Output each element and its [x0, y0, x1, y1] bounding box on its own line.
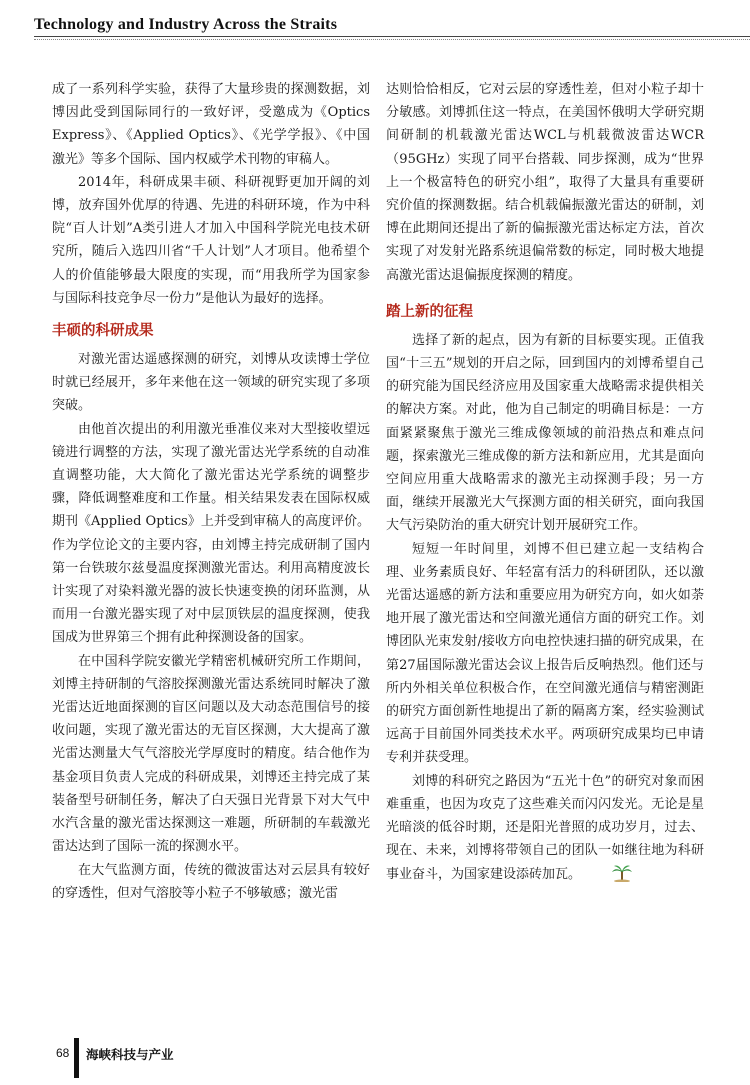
- page-footer: [34, 1038, 334, 1078]
- paragraph: 达则恰恰相反，它对云层的穿透性差，但对小粒子却十分敏感。刘博抓住这一特点，在美国怀俄明大学研究期间研制的机载激光雷达WCL与机载微波雷达WCR（95GHz）实现了同平台搭载、同步探测，成为“世界上一个极富特色的研究小组”，取得了大量具有重要研究价值的探测数据。结合机载偏振激光雷达的研制，刘博在此期间还提出了新的偏振激光雷达标定方法，首次实现了对发射光路系统退偏常数的标定，同时极大地提高激光雷达退偏振度探测的精度。: [386, 82, 704, 283]
- paragraph: 短短一年时间里，刘博不但已建立起一支结构合理、业务素质良好、年轻富有活力的科研团队，还以激光雷达遥感的新方法和重要应用为研究方向，如火如荼地开展了激光雷达和空间激光通信方面的研究工作。刘博团队光束发射/接收方向电控快速扫描的研究成果，在第27届国际激光雷达会议上报告后反响热烈。他们还与所内外相关单位积极合作，在空间激光通信与精密测距的研究方面创新性地提出了新的隔离方案，经实验测试远高于目前国外同类技术水平。两项研究成果均已申请专利并获受理。: [386, 541, 704, 766]
- paragraph: 在大气监测方面，传统的微波雷达对云层具有较好的穿透性，但对气溶胶等小粒子不够敏感；激光雷: [52, 862, 370, 901]
- palm-tree-icon: [585, 864, 607, 882]
- page-header: [34, 14, 750, 36]
- paragraph: [386, 770, 704, 886]
- page-number: 68: [56, 1046, 70, 1060]
- journal-title-header: Technology and Industry Across the Straits: [34, 16, 338, 33]
- footer-bar: [74, 1038, 79, 1078]
- left-column: [52, 78, 370, 905]
- journal-name: 海峡科技与产业: [86, 1047, 174, 1062]
- header-dotted-rule: [34, 39, 750, 41]
- paragraph: 对激光雷达遥感探测的研究，刘博从攻读博士学位时就已经展开，多年来他在这一领域的研究实现了多项突破。: [52, 352, 370, 414]
- paragraph: 由他首次提出的利用激光垂准仪来对大型接收望远镜进行调整的方法，实现了激光雷达光学系统的自动准直调整功能，大大简化了激光雷达光学系统的调整步骤，降低调整难度和工作量。相关结果发表在国际权威期刊《Applied Optics》上并受到审稿人的高度评价。作为学位论文的主要内容，由刘博主持完成研制了国内第一台铁玻尔兹曼温度探测激光雷达。利用高精度波长计实现了对染料激光器的波长快速变换的闭环监测，从而用一台激光器实现了对中层顶铁层的温度探测，使我国成为世界第三个拥有此种探测设备的国家。: [52, 421, 370, 646]
- section-heading: 丰硕的科研成果: [52, 323, 154, 340]
- paragraph: 成了一系列科学实验，获得了大量珍贵的探测数据，刘博因此受到国际同行的一致好评，受邀成为《Optics Express》、《Applied Optics》、《光学学报》、《中国激光》等多个国际、国内权威学术刊物的审稿人。: [52, 82, 370, 167]
- header-rule: [34, 36, 750, 37]
- paragraph-text: 刘博的科研究之路因为“五光十色”的研究对象而困难重重，也因为攻克了这些难关而闪闪发光。无论是星光暗淡的低谷时期，还是阳光普照的成功岁月，过去、现在、未来，刘博将带领自己的团队一如继往地为科研事业奋斗，为国家建设添砖加瓦。: [386, 773, 704, 882]
- paragraph: 2014年，科研成果丰硕、科研视野更加开阔的刘博，放弃国外优厚的待遇、先进的科研环境，作为中科院“百人计划”A类引进人才加入中国科学院光电技术研究所，随后入选四川省“千人计划”人才项目。他希望个人的价值能够最大限度的实现，而“用我所学为国家参与国际科技竞争尽一份力”是他认为最好的选择。: [52, 174, 370, 306]
- paragraph: 选择了新的起点，因为有新的目标要实现。正值我国“十三五”规划的开启之际，回到国内的刘博希望自己的研究能为国民经济应用及国家重大战略需求提供相关的解决方案。对此，他为自己制定的明确目标是：一方面紧紧聚焦于激光三维成像领域的前沿热点和难点问题，探索激光三维成像的新方法和新应用，尤其是面向空间应用重大战略需求的激光主动探测手段；另一方面，继续开展激光大气探测方面的相关研究，面向我国大气污染防治的重大研究计划开展研究工作。: [386, 332, 704, 534]
- paragraph: 在中国科学院安徽光学精密机械研究所工作期间，刘博主持研制的气溶胶探测激光雷达系统同时解决了激光雷达近地面探测的盲区问题以及大动态范围信号的接收问题，实现了激光雷达的无盲区探测，大大提高了激光雷达测量大气气溶胶光学厚度时的精度。结合他作为基金项目负责人完成的科研成果，刘博还主持完成了某装备型号研制任务，解决了白天强日光背景下对大气中水汽含量的激光雷达探测这一难题，所研制的车载激光雷达达到了国际一流的探测水平。: [52, 653, 370, 855]
- section-heading: 踏上新的征程: [386, 303, 473, 320]
- right-column: [386, 78, 704, 886]
